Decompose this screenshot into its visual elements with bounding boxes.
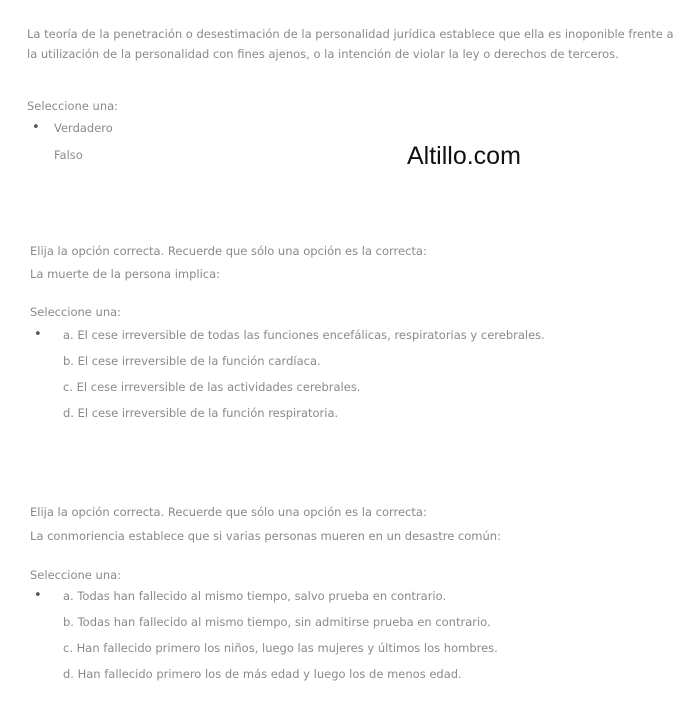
question-1-select-label: Seleccione una: (27, 99, 119, 113)
question-1-option-falso[interactable]: Falso (54, 148, 83, 162)
question-2-select-label: Seleccione una: (30, 305, 122, 319)
question-3-option-a[interactable]: a. Todas han fallecido al mismo tiempo, salvo prueba en contrario. (63, 589, 447, 603)
question-3-text: La conmoriencia establece que si varias personas mueren en un desastre común: (30, 529, 501, 543)
question-2-option-d[interactable]: d. El cese irreversible de la función respiratoria. (63, 406, 339, 420)
question-2-text: La muerte de la persona implica: (30, 267, 221, 281)
question-3-option-c[interactable]: c. Han fallecido primero los niños, luego las mujeres y últimos los hombres. (63, 641, 498, 655)
watermark-logo: Altillo.com (407, 142, 521, 170)
question-2-instruction: Elija la opción correcta. Recuerde que sólo una opción es la correcta: (30, 244, 427, 258)
question-1-option-verdadero[interactable]: Verdadero (54, 121, 113, 135)
question-3-option-d[interactable]: d. Han fallecido primero los de más edad y luego los de menos edad. (63, 667, 462, 681)
question-3-select-label: Seleccione una: (30, 568, 122, 582)
selected-bullet-icon: • (34, 327, 42, 342)
question-2-option-a[interactable]: a. El cese irreversible de todas las funciones encefálicas, respiratorias y cerebrales. (63, 328, 545, 342)
selected-bullet-icon: • (32, 120, 40, 135)
selected-bullet-icon: • (34, 588, 42, 603)
question-2-option-b[interactable]: b. El cese irreversible de la función cardíaca. (63, 354, 321, 368)
question-1-text: La teoría de la penetración o desestimación de la personalidad jurídica establece que ella es inoponible frente a la utilización de la personalidad con fines ajenos, o la intención de violar la ley o derechos de terceros. (27, 27, 674, 61)
question-3-instruction: Elija la opción correcta. Recuerde que sólo una opción es la correcta: (30, 505, 427, 519)
question-2-option-c[interactable]: c. El cese irreversible de las actividades cerebrales. (63, 380, 361, 394)
question-3-option-b[interactable]: b. Todas han fallecido al mismo tiempo, sin admitirse prueba en contrario. (63, 615, 491, 629)
